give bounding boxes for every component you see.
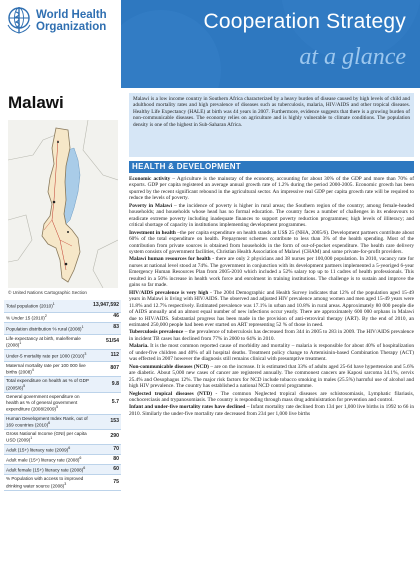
indicator-source-ref: 1 (19, 340, 22, 345)
body-paragraph (129, 391, 414, 404)
indicator-label-text: Adult male (15+) literacy rate (2008) (6, 457, 80, 463)
indicator-value: 153 (91, 414, 121, 429)
indicator-label-text: Total population (2010) (6, 303, 53, 309)
health-development-text (129, 176, 414, 418)
indicator-source-ref: 5 (56, 404, 59, 409)
body-paragraph (129, 364, 414, 390)
paragraph-text: –the per capita expenditure on health stands at US$ 25 (NHA, 2005/6). Development partners contribute about 60% of the total expenditure on health. Prepayment schemes contribute to less than 3% of the health spending. Most of the contribution from private sources is obtained from households in the form of out-of-pocket expenditure. The health care delivery system consists of government facilities, Christian Health Association of Malawi (CHAM) and some private-for-profit providers. (129, 229, 414, 255)
indicator-label-text: % Population with access to improved drinking water source (2008) (6, 476, 84, 489)
paragraph-lead: Poverty in Malawi (129, 202, 173, 209)
indicator-source-ref: 3 (84, 351, 87, 356)
indicator-label (4, 361, 91, 376)
body-paragraph (129, 176, 414, 202)
body-paragraph (129, 203, 414, 229)
indicator-source-ref: 4 (31, 368, 34, 373)
body-paragraph (129, 230, 414, 256)
indicator-label-text: General government expenditure on health as % of general government expenditure (2008/2009) (6, 394, 80, 412)
paragraph-text: – are on the increase. It is estimated that 33% of adults aged 25-64 have hypertension and 5.6% are diabetic. About 5,000 new cases of cancer are registered annually. The commonest cancers are Kaposi sarcoma 34.1%, cervix 25.4% and Oesophagus 12%. The major risk factors for NCD include tobacco smoking in males (25.5%) harmful use of alcohol and high HIV prevalence. The country has established a national NCD control programme. (129, 363, 414, 390)
indicator-row (4, 429, 121, 444)
who-logo (6, 6, 116, 46)
indicator-label (4, 465, 91, 475)
paragraph-text: It is the most common reported cause of morbidity and mortality – malaria is responsible for about 40% of hospitalization of under-five children and 40% of all hospital deaths. Treatment policy change to Artemisinin-based Combination Therapy (ACT) was effected in 2007 however the diagnosis still remains clinical with presumptive treatment. (129, 343, 414, 363)
body-paragraph (129, 290, 414, 329)
indicator-label (4, 377, 91, 392)
banner-title: Cooperation Strategy (203, 10, 406, 33)
intro-box: Malawi is a low income country in Southern Africa characterized by a heavy burden of disease caused by high levels of child and adulthood mortality rates and high prevalence of diseases such as tuberculosis, malaria, HIV/AIDS and other tropical diseases. Healthy Life Expectancy (HALE) at birth was 44 years in 2007. Furthermore, evidence suggests that there is a growing burden of non-communicable diseases. The economy relies on agriculture and is highly vulnerable to climate conditions. The population density is one of the highest in Sub-Saharan Africa. (129, 93, 414, 157)
indicator-value: 290 (91, 429, 121, 444)
indicator-row (4, 312, 121, 322)
paragraph-lead: Non-communicable diseases (NCD) (129, 363, 209, 370)
indicator-label-text: % Under 15 (2010) (6, 315, 45, 321)
indicator-label (4, 349, 91, 361)
title-banner (121, 0, 420, 88)
indicator-value: 83 (91, 322, 121, 334)
indicator-value: 60 (91, 465, 121, 475)
key-indicators-table (4, 300, 121, 491)
indicator-label-text: Total expenditure on health as % of GDP (2005/6) (6, 378, 89, 391)
indicator-value: 9.8 (91, 377, 121, 392)
paragraph-lead: Economic activity (129, 176, 171, 182)
body-paragraph (129, 343, 414, 362)
indicator-label (4, 322, 91, 334)
paragraph-text: - The common Neglected tropical diseases are schistosomiasis, Lymphatic filariasis, onchocerciasis and trypanosomiasis. The country is responding through mass drug administration for prevention and control. (129, 390, 414, 403)
paragraph-text: – Infant mortality rate declined from 134 per 1,000 live births in 1992 to 66 in 2010. Similarly the under-five mortality rate decreased from 234 per 1,000 live births (129, 404, 414, 417)
indicator-row (4, 475, 121, 490)
indicator-label-text: Life expectancy at birth, male/female (2008) (6, 335, 81, 348)
indicator-label-text: Gross National Income (GNI) per capita USD (2009) (6, 430, 87, 443)
indicator-source-ref: 5 (23, 383, 26, 388)
paragraph-lead: Neglected tropical diseases (NTD) (129, 390, 212, 397)
paragraph-lead: Infant and under-five mortality rates have declined (129, 404, 246, 411)
indicator-label (4, 429, 91, 444)
paragraph-text: - The 2004 Demographic and Health Survey indicates that 12% of the population aged 15-49 years in Malawi is living with HIV/AIDS. The observed and adjusted HIV prevalence among women and men aged 15-49 years were 11.8% and 12.7% respectively. Estimated prevalence was 17.1% in urban and 10.8% in rural areas. Approximately 80 000 people die of AIDS annually and an almost equal number of new infections occur yearly. There are approximately 600 000 orphans in Malawi due to HIV/AIDS. Substantial progress has been made in the provision of anti-retroviral therapy (ART). By the end of 2010, an estimated 250,000 people had been ever started on ART representing 52 % of those in need. (129, 289, 415, 328)
indicator-label-text: Population distribution % rural (2008) (6, 326, 82, 332)
banner-subtitle: at a glance (299, 44, 406, 70)
country-name: Malawi (8, 93, 64, 112)
indicator-label (4, 312, 91, 322)
who-wordmark-line1: World Health (36, 9, 107, 21)
who-emblem-icon (6, 6, 32, 34)
indicator-source-ref: 6 (79, 456, 82, 461)
section-title: HEALTH & DEVELOPMENT (132, 162, 241, 171)
body-paragraph (129, 329, 414, 342)
indicator-source-ref: 6 (48, 420, 51, 425)
indicator-value: 70 (91, 445, 121, 455)
body-paragraph (129, 404, 414, 417)
indicator-value: 13,947,592 (91, 300, 121, 312)
indicator-label (4, 445, 91, 455)
indicator-row (4, 334, 121, 349)
body-paragraph (129, 256, 414, 288)
paragraph-lead: Malawi human resources for health (129, 256, 211, 263)
paragraph-lead: HIV/AIDS prevalence is very high (129, 289, 209, 296)
indicator-label-text: Adult female (15+) literacy rate (2008) (6, 467, 84, 473)
indicator-source-ref: 1 (30, 436, 33, 441)
indicator-row (4, 322, 121, 334)
country-map (8, 120, 118, 288)
indicator-value: 51/54 (91, 334, 121, 349)
paragraph-text: – the prevalence of tuberculosis has decreased from 344 in 2005 to 283 in 2009. The HIV/AIDS prevalence in incident TB cases has declined from 77% in 2000 to 64% in 2010. (129, 329, 414, 342)
indicator-value: 5.7 (91, 392, 121, 414)
paragraph-text: - there are only 2 physicians and 38 nurses per 100,000 population. In 2010, vacancy rate for nurses at national level stood at 74%. The government in conjunction with its development partners implemented a 5-yeoriged 6-year Emergency Human Resources Plan from 2005-2010 which included a 52% salary top up to 11 cadres of health professionals. This resulted in a 50% increase in health work force and enrolment in training institutions. The challenge is to sustain and improve the gains so far made. (129, 256, 414, 289)
indicator-row (4, 377, 121, 392)
indicator-source-ref: 6 (83, 466, 86, 471)
indicator-label (4, 334, 91, 349)
indicator-value: 46 (91, 312, 121, 322)
indicator-row (4, 361, 121, 376)
indicator-label (4, 455, 91, 465)
page-header (0, 0, 420, 88)
indicator-row (4, 349, 121, 361)
indicator-row (4, 392, 121, 414)
indicator-label (4, 392, 91, 414)
who-wordmark-line2: Organization (36, 21, 107, 33)
paragraph-lead: Malaria. (129, 343, 149, 350)
indicator-value: 807 (91, 361, 121, 376)
indicator-row (4, 465, 121, 475)
indicator-value: 112 (91, 349, 121, 361)
paragraph-lead: Investment in health (129, 229, 176, 236)
indicator-value: 75 (91, 475, 121, 490)
indicator-source-ref: 1 (81, 324, 84, 329)
indicator-label-text: Maternal mortality rate per 100 000 live births (2008) (6, 362, 86, 375)
map-credit: © United Nations Cartographic Section (8, 290, 87, 295)
indicator-label-text: Under-5 mortality rate per 1000 (2010) (6, 353, 85, 359)
indicator-row (4, 445, 121, 455)
indicator-label-text: Adult (15+) literacy rate (2009) (6, 447, 69, 453)
indicator-source-ref: 6 (68, 446, 71, 451)
indicator-row (4, 455, 121, 465)
indicator-value: 80 (91, 455, 121, 465)
indicator-row (4, 300, 121, 312)
indicator-label-text: Human Development Index Rank, out of 169 countries (2010) (6, 415, 88, 428)
indicator-source-ref: 1 (52, 302, 55, 307)
paragraph-text: – Agriculture is the mainstay of the economy, accounting for about 30% of the GDP and more than 70% of exports. GDP per capita registered an average annual growth rate of 1.2% during the period 2000-2005. Economic growth has been spurred by the recent significant rebound in the agricultural sector. An impressive real GDP per capita growth rate will be required to reduce the levels of poverty. (129, 176, 414, 202)
indicator-label (4, 300, 91, 312)
indicator-label (4, 414, 91, 429)
indicator-label (4, 475, 91, 490)
malawi-map-image (8, 120, 118, 288)
paragraph-lead: Tuberculosis prevalence (129, 329, 184, 336)
indicator-source-ref: 3 (64, 481, 67, 486)
who-wordmark (36, 9, 107, 33)
section-header (129, 161, 414, 173)
indicator-row (4, 414, 121, 429)
paragraph-text: – the incidence of poverty is higher in rural areas; the Southern region of the country; among female-headed households; and households whose head has no formal education. The country faces a number of challenges in its endeavours to eradicate extreme poverty including inadequate finances to support poverty reduction programmes; high levels of illiteracy; and critical shortage of capacity in institutions implementing development programmes. (129, 202, 414, 229)
indicator-source-ref: 2 (44, 313, 47, 318)
